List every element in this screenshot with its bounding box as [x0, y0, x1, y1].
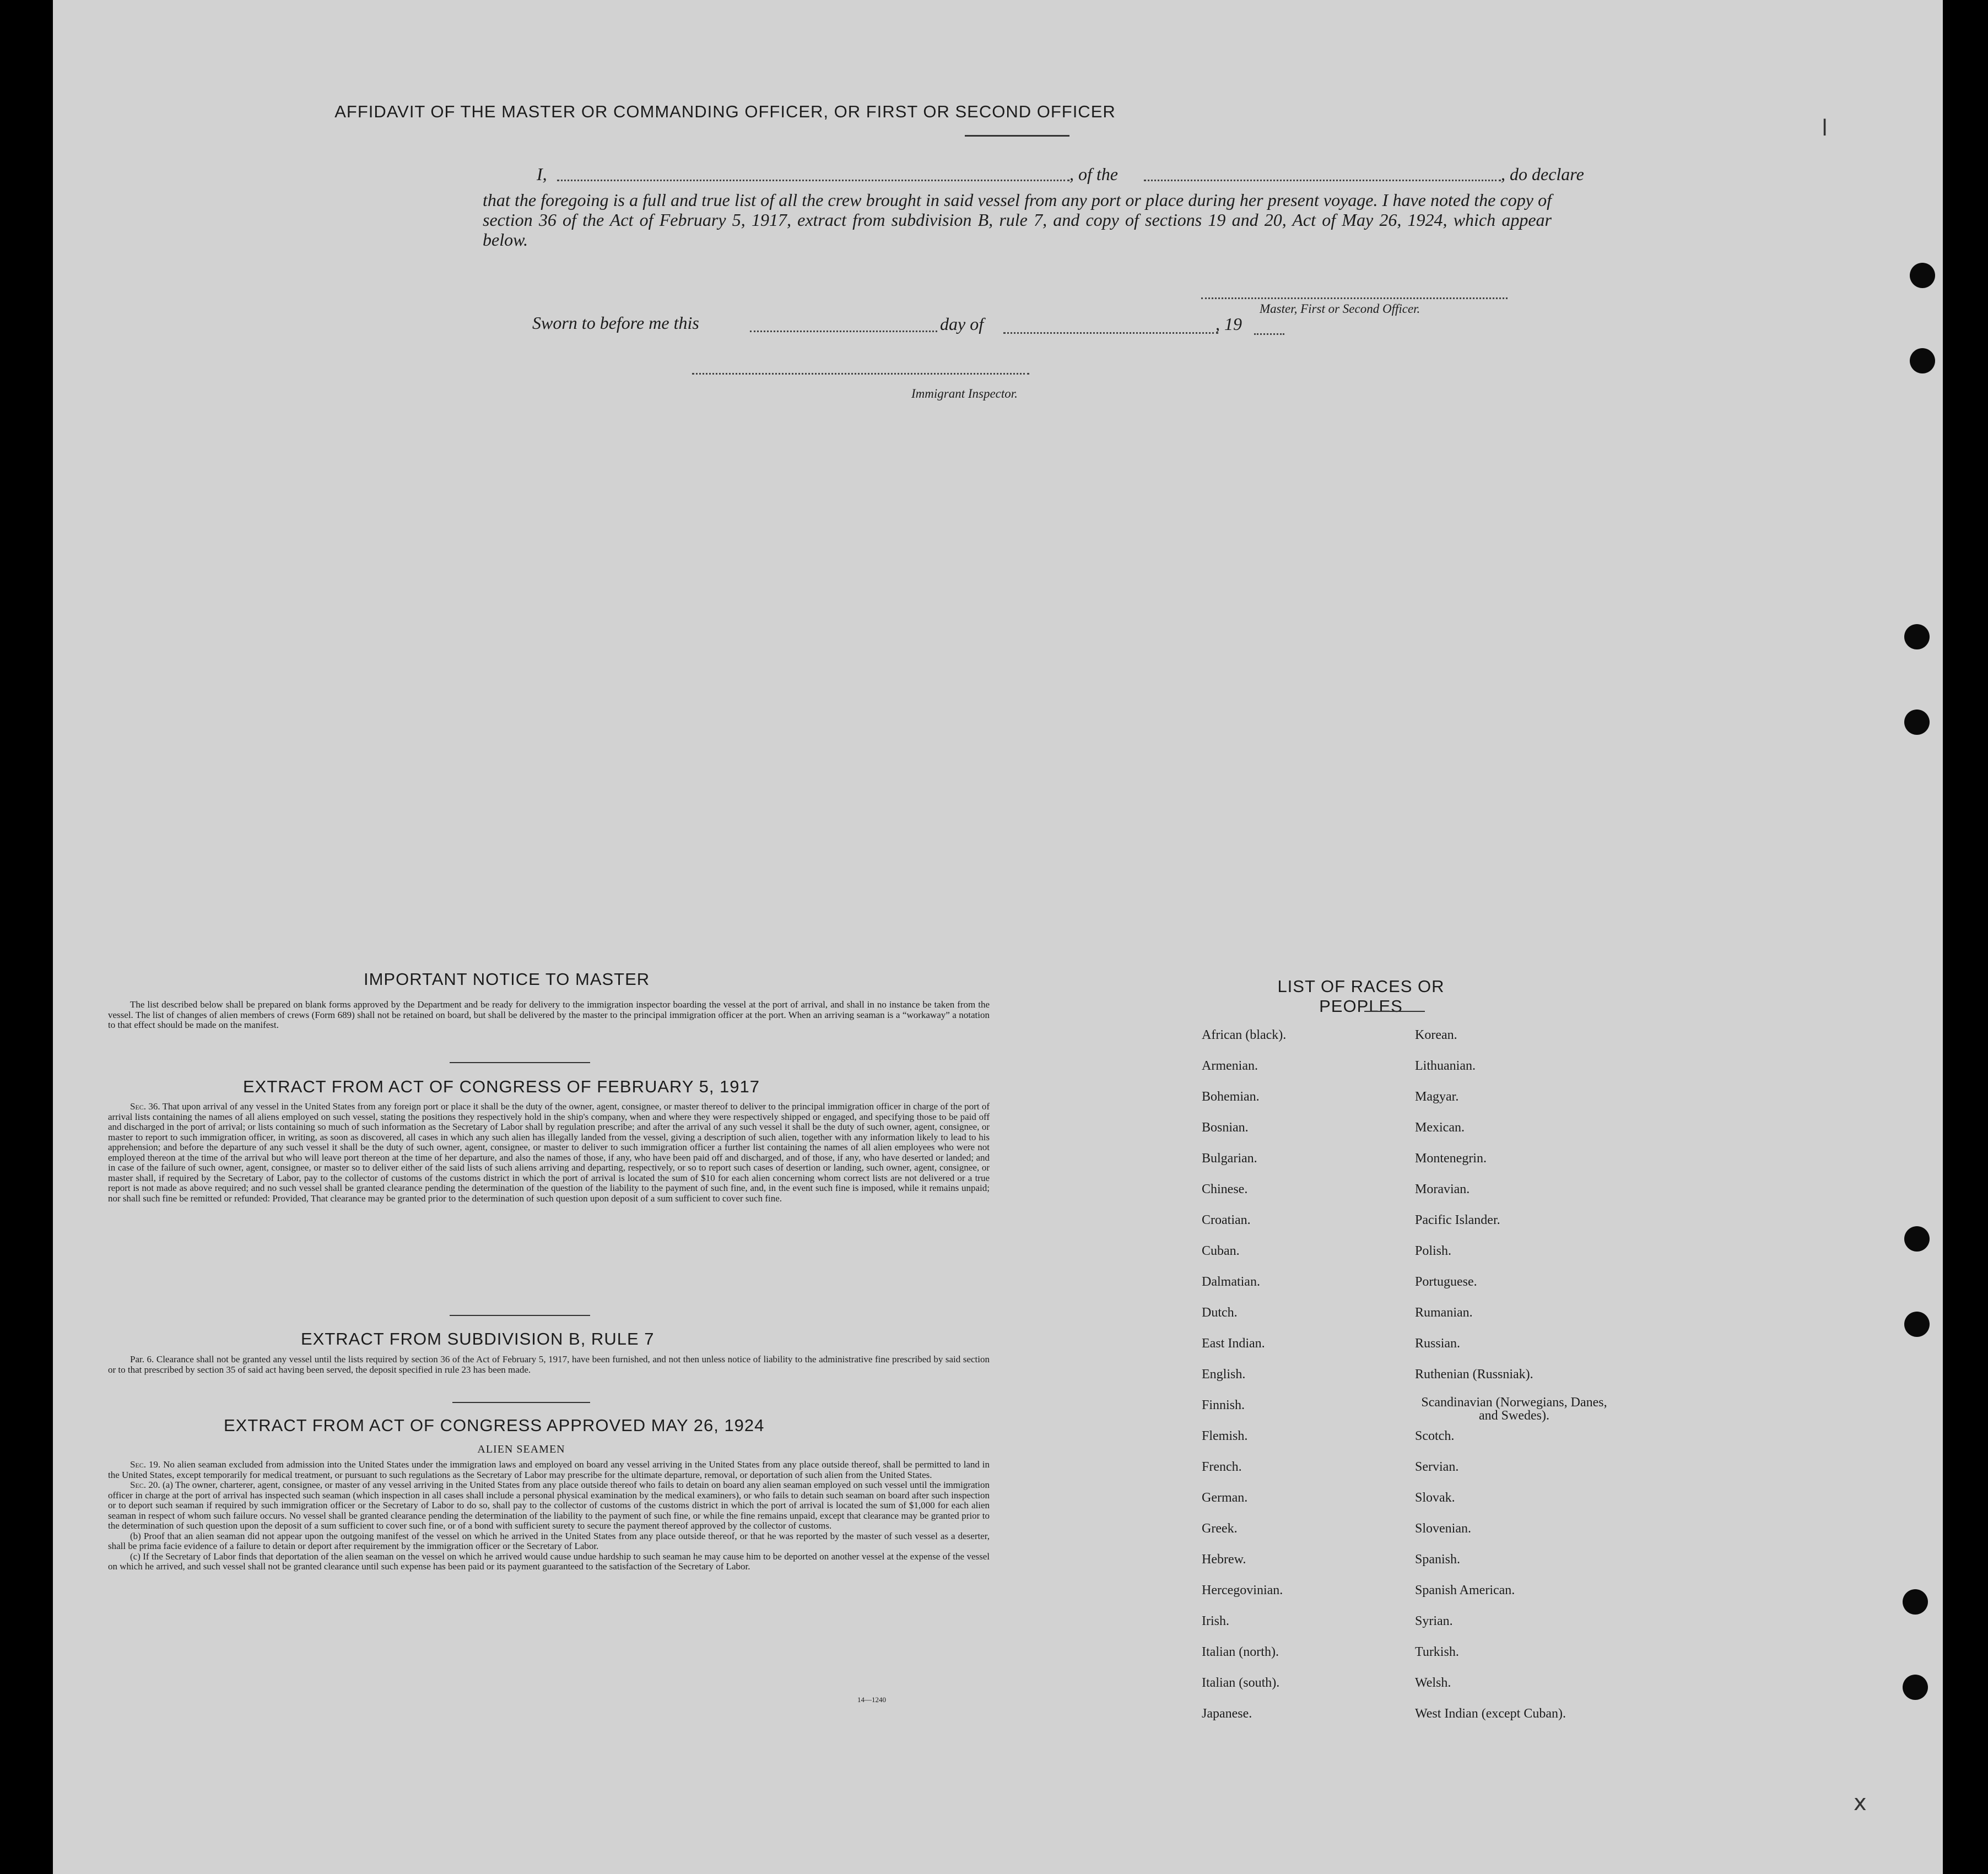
race-item: Bulgarian.	[1202, 1151, 1257, 1166]
notice-text: The list described below shall be prepared on blank forms approved by the Department and be ready for delivery to the immigration inspector boarding the vessel at the port of arrival, and shall in no instance be taken from the vessel. The list of changes of alien members of crews (Form 689) shall not be retained on board, but shall be delivered by the master to the principal immigration officer at the port. When an arriving seaman is a “workaway” a notation to that effect should be made on the manifest.	[108, 999, 990, 1030]
race-item: African (black).	[1202, 1028, 1287, 1042]
punch-hole-icon	[1903, 1589, 1928, 1615]
affidavit-do-declare: , do declare	[1501, 164, 1584, 184]
race-item: Italian (north).	[1202, 1645, 1279, 1659]
sec19-label: Sec. 19.	[130, 1459, 161, 1470]
extract-1917-title: EXTRACT FROM ACT OF CONGRESS OF FEBRUARY 5, 1917	[243, 1077, 760, 1096]
sec19-text: No alien seaman excluded from admission into the United States under the immigration laws and employed on board any vessel arriving in the United States from any place outside thereof, shall be permitted to land in the United States, except temporarily for medical treatment, or pursuant to such regulations as the Secretary of Labor may prescribe for the ultimate departure, removal, or deportation of such alien from the United States.	[108, 1459, 990, 1480]
affidavit-of-the: , of the	[1069, 164, 1118, 184]
race-item: Croatian.	[1202, 1213, 1251, 1227]
race-item: Finnish.	[1202, 1398, 1245, 1412]
extract-rule7-body	[108, 1355, 990, 1375]
race-item: Chinese.	[1202, 1182, 1248, 1196]
vessel-blank[interactable]	[1144, 180, 1501, 181]
affidavit-title: AFFIDAVIT OF THE MASTER OR COMMANDING OFFICER, OR FIRST OR SECOND OFFICER	[334, 102, 1116, 121]
race-item: Irish.	[1202, 1614, 1229, 1628]
race-item: Turkish.	[1415, 1645, 1459, 1659]
handwritten-mark: x	[1854, 1790, 1867, 1816]
inspector-signature-blank[interactable]	[692, 373, 1029, 375]
race-item: Pacific Islander.	[1415, 1213, 1500, 1227]
race-item: Hercegovinian.	[1202, 1583, 1283, 1597]
races-rule	[1364, 1011, 1425, 1012]
race-item: Syrian.	[1415, 1614, 1453, 1628]
master-label: Master, First or Second Officer.	[1260, 302, 1420, 316]
document-page	[53, 0, 1943, 1874]
sec20-label: Sec. 20.	[130, 1480, 160, 1490]
day-of-label: day of	[940, 314, 984, 334]
race-item: Dalmatian.	[1202, 1275, 1260, 1289]
race-item: Scotch.	[1415, 1429, 1455, 1443]
race-item: Armenian.	[1202, 1059, 1258, 1073]
punch-hole-icon	[1904, 1226, 1930, 1252]
affidavit-body: that the foregoing is a full and true list of all the crew brought in said vessel from any port or place during her present voyage. I have noted the copy of section 36 of the Act of February 5, 1917, extract from subdivision B, rule 7, and copy of sections 19 and 20, Act of May 26, 1924, which appear below.	[483, 190, 1552, 250]
races-title: LIST OF RACES OR PEOPLES	[1277, 977, 1445, 1016]
notice-title: IMPORTANT NOTICE TO MASTER	[364, 970, 650, 989]
race-item: Ruthenian (Russniak).	[1415, 1367, 1533, 1382]
race-item: Magyar.	[1415, 1090, 1459, 1104]
rule7-text: Par. 6. Clearance shall not be granted any vessel until the lists required by section 36 of the Act of February 5, 1917, have been furnished, and not then unless notice of liability to the administrative fine prescribed by said section or to that prescribed by section 35 of said act having been served, the deposit specified in rule 23 has been made.	[108, 1354, 990, 1375]
form-number: 14—1240	[857, 1696, 886, 1704]
race-item: East Indian.	[1202, 1336, 1265, 1351]
race-item: Bosnian.	[1202, 1120, 1249, 1135]
sec36-label: Sec. 36.	[130, 1101, 160, 1112]
race-item: Mexican.	[1415, 1120, 1465, 1135]
extract-1917-rule	[450, 1315, 590, 1316]
punch-hole-icon	[1910, 263, 1935, 288]
race-item: Slovak.	[1415, 1491, 1455, 1505]
handwritten-mark: l	[1822, 116, 1828, 141]
sec36-text: That upon arrival of any vessel in the United States from any foreign port or place it shall be the duty of the owner, agent, consignee, or master thereof to deliver to the principal immigration officer in charge of the port of arrival lists containing the names of all aliens employed on such vessel, stating the positions they respectively hold in the ship's company, when and where they were respectively shipped or engaged, and specifying those to be paid off and discharged in the port of arrival; or lists containing so much of such information as the Secretary of Labor shall by regulation prescribe; and after the arrival of any such vessel it shall be the duty of such owner, agent, consignee, or master to report to such immigration officer, in writing, as soon as discovered, all cases in which any such alien has illegally landed from the vessel, giving a description of such alien, together with any information likely to lead to his apprehension; and before the departure of any such vessel it shall be the duty of such owner, agent, consignee, or master to deliver to such immigration officer a further list containing the names of all alien employees who were not employed thereon at the time of the arrival but who will leave port thereon at the time of her departure, and also the names of those, if any, who have been paid off and discharged, and of those, if any, who have deserted or landed; and in case of the failure of such owner, agent, consignee, or master so to deliver either of the said lists of such aliens arriving and departing, respectively, or so to report such cases of desertion or landing, such owner, agent, consignee, or master shall, if required by the Secretary of Labor, pay to the collector of customs of the customs district in which the port of arrival is located the sum of $10 for each alien concerning whom correct lists are not delivered or a true report is not made as above required; and no such vessel shall be granted clearance pending the determination of the question of the liability to the payment of such fine, and, in the event such fine is imposed, while it remains unpaid; nor shall such fine be remitted or refunded: Provided, That clearance may be granted prior to the determination of such question upon deposit of a sum sufficient to cover such fine.	[108, 1101, 990, 1204]
alien-seamen-subtitle: ALIEN SEAMEN	[477, 1443, 565, 1455]
race-item: French.	[1202, 1460, 1242, 1474]
notice-body	[108, 1000, 990, 1031]
extract-rule7-rule	[452, 1402, 590, 1403]
race-item: Welsh.	[1415, 1676, 1451, 1690]
race-item: Cuban.	[1202, 1244, 1240, 1258]
extract-1924-title: EXTRACT FROM ACT OF CONGRESS APPROVED MAY 26, 1924	[224, 1416, 765, 1435]
month-blank[interactable]	[1003, 332, 1218, 334]
master-signature-blank[interactable]	[1201, 297, 1508, 299]
race-item: West Indian (except Cuban).	[1415, 1707, 1566, 1721]
sec20a-text: (a) The owner, charterer, agent, consignee, or master of any vessel arriving in the United States from any place outside thereof who fails to detain on board any alien seaman employed on such vessel until the immigration officer in charge at the port of arrival has inspected such seaman (which inspection in all cases shall include a personal physical examination by the medical examiners), or who fails to detain such seaman on board after such inspection or to deport such seaman if required by such immigration officer or the Secretary of Labor to do so, shall pay to the collector of customs of the customs district in which the port of arrival is located the sum of $1,000 for each alien seaman in respect of whom such failure occurs. No vessel shall be granted clearance pending the determination of the liability to the payment of such fine, or while the fine remains unpaid, except that clearance may be granted prior to the determination of such question upon the deposit of a sum sufficient to cover such fine, or of a bond with sufficient surety to secure the payment thereof approved by the collector of customs.	[108, 1480, 990, 1531]
race-item: Scandinavian (Norwegians, Danes, and Swedes).	[1421, 1395, 1607, 1423]
race-item: Russian.	[1415, 1336, 1461, 1351]
punch-hole-icon	[1904, 709, 1930, 735]
race-item: Montenegrin.	[1415, 1151, 1487, 1166]
inspector-label: Immigrant Inspector.	[911, 387, 1018, 400]
punch-hole-icon	[1903, 1675, 1928, 1700]
race-item: Japanese.	[1202, 1707, 1252, 1721]
race-item: English.	[1202, 1367, 1246, 1382]
sec20c-text: (c) If the Secretary of Labor finds that deportation of the alien seaman on the vessel on which he arrived would cause undue hardship to such seaman he may cause him to be deported on another vessel at the expense of the vessel on which he arrived, and such vessel shall not be granted clearance until such expense has been paid or its payment guaranteed to the satisfaction of the Secretary of Labor.	[108, 1551, 990, 1572]
extract-rule7-title: EXTRACT FROM SUBDIVISION B, RULE 7	[301, 1329, 655, 1348]
extract-1924-body	[108, 1460, 990, 1572]
race-item: Lithuanian.	[1415, 1059, 1476, 1073]
punch-hole-icon	[1904, 624, 1930, 649]
year-blank[interactable]	[1254, 333, 1284, 335]
race-item: Dutch.	[1202, 1306, 1238, 1320]
name-blank[interactable]	[557, 180, 1069, 181]
race-item: Moravian.	[1415, 1182, 1470, 1196]
race-item: German.	[1202, 1491, 1248, 1505]
race-item: Greek.	[1202, 1521, 1238, 1536]
race-item: Bohemian.	[1202, 1090, 1260, 1104]
race-item: Spanish American.	[1415, 1583, 1515, 1597]
punch-hole-icon	[1904, 1312, 1930, 1337]
sec20b-text: (b) Proof that an alien seaman did not appear upon the outgoing manifest of the vessel on which he arrived in the United States from any place outside thereof, or that he was reported by the master of such vessel as a deserter, shall be prima facie evidence of a failure to detain or deport after requirement by the immigration officer or the Secretary of Labor.	[108, 1530, 990, 1551]
notice-rule	[450, 1062, 590, 1063]
race-item: Rumanian.	[1415, 1306, 1473, 1320]
race-item: Polish.	[1415, 1244, 1452, 1258]
punch-hole-icon	[1910, 348, 1935, 373]
title-rule	[965, 135, 1069, 137]
race-item: Servian.	[1415, 1460, 1459, 1474]
race-item: Flemish.	[1202, 1429, 1248, 1443]
race-item: Italian (south).	[1202, 1676, 1280, 1690]
extract-1917-body	[108, 1102, 990, 1204]
day-blank[interactable]	[750, 331, 937, 332]
race-item: Slovenian.	[1415, 1521, 1471, 1536]
affidavit-i: I,	[537, 164, 547, 184]
sworn-label: Sworn to before me this	[532, 313, 699, 333]
race-item: Portuguese.	[1415, 1275, 1477, 1289]
race-item: Hebrew.	[1202, 1552, 1246, 1567]
race-item: Spanish.	[1415, 1552, 1461, 1567]
year-prefix: , 19	[1216, 314, 1242, 334]
race-item: Korean.	[1415, 1028, 1457, 1042]
